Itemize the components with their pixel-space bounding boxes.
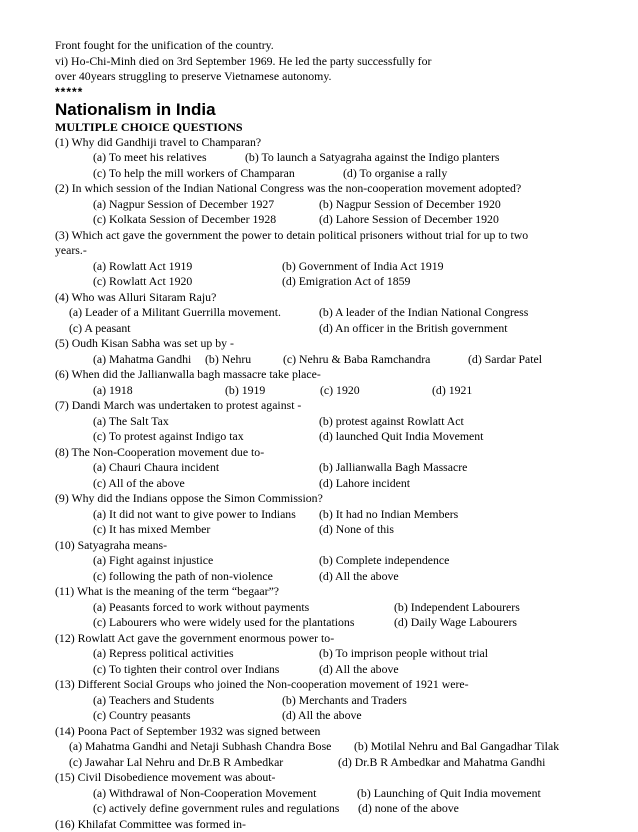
options-row	[55, 305, 615, 321]
page-title: Nationalism in India	[55, 99, 615, 120]
option-b: (b) Independent Labourers	[394, 600, 520, 616]
options-row	[55, 476, 615, 492]
option-c: (c) To protest against Indigo tax	[93, 429, 244, 445]
option-a: (a) Withdrawal of Non-Cooperation Movement	[93, 786, 316, 802]
option-d: (d) 1921	[432, 383, 472, 399]
option-c: (c) To tighten their control over Indians	[93, 662, 279, 678]
options-row	[55, 383, 615, 399]
question-11: (11) What is the meaning of the term “begaar”?	[55, 584, 615, 600]
option-a: (a) Nagpur Session of December 1927	[93, 197, 274, 213]
section-heading: MULTIPLE CHOICE QUESTIONS	[55, 120, 615, 135]
options-row	[55, 662, 615, 678]
option-b: (b) A leader of the Indian National Congress	[319, 305, 528, 321]
option-b: (b) It had no Indian Members	[319, 507, 458, 523]
option-d: (d) Lahore Session of December 1920	[319, 212, 499, 228]
option-c: (c) Labourers who were widely used for the plantations	[93, 615, 354, 631]
option-c: (c) All of the above	[93, 476, 185, 492]
option-d: (d) Lahore incident	[319, 476, 410, 492]
options-row	[55, 274, 615, 290]
question-7: (7) Dandi March was undertaken to protest against -	[55, 398, 615, 414]
option-b: (b) To imprison people without trial	[319, 646, 488, 662]
option-c: (c) Rowlatt Act 1920	[93, 274, 192, 290]
option-b: (b) Government of India Act 1919	[282, 259, 444, 275]
options-row	[55, 739, 615, 755]
option-b: (b) Merchants and Traders	[282, 693, 407, 709]
option-d: (d) An officer in the British government	[319, 321, 508, 337]
option-a: (a) Mahatma Gandhi	[93, 352, 191, 368]
option-d: (d) launched Quit India Movement	[319, 429, 483, 445]
option-a: (a) It did not want to give power to Indians	[93, 507, 296, 523]
options-row	[55, 197, 615, 213]
option-d: (d) None of this	[319, 522, 394, 538]
question-6: (6) When did the Jallianwalla bagh massacre take place-	[55, 367, 615, 383]
options-row	[55, 429, 615, 445]
option-a: (a) Rowlatt Act 1919	[93, 259, 192, 275]
options-row	[55, 352, 615, 368]
option-a: (a) Leader of a Militant Guerrilla movement.	[69, 305, 281, 321]
option-c: (c) Nehru & Baba Ramchandra	[283, 352, 430, 368]
question-8: (8) The Non-Cooperation movement due to-	[55, 445, 615, 461]
option-d: (d) Sardar Patel	[468, 352, 542, 368]
option-c: (c) actively define government rules and regulations	[93, 801, 339, 817]
options-row	[55, 460, 615, 476]
option-c: (c) Country peasants	[93, 708, 191, 724]
options-row	[55, 569, 615, 585]
option-c: (c) Kolkata Session of December 1928	[93, 212, 276, 228]
option-a: (a) Mahatma Gandhi and Netaji Subhash Chandra Bose	[69, 739, 331, 755]
question-13: (13) Different Social Groups who joined the Non-cooperation movement of 1921 were-	[55, 677, 615, 693]
option-a: (a) Peasants forced to work without payments	[93, 600, 309, 616]
option-b: (b) Launching of Quit India movement	[357, 786, 541, 802]
options-row	[55, 150, 615, 166]
options-row	[55, 615, 615, 631]
option-b: (b) Jallianwalla Bagh Massacre	[319, 460, 467, 476]
option-b: (b) Nagpur Session of December 1920	[319, 197, 501, 213]
options-row	[55, 646, 615, 662]
question-1: (1) Why did Gandhiji travel to Champaran?	[55, 135, 615, 151]
question-2: (2) In which session of the Indian National Congress was the non-cooperation movement adopted?	[55, 181, 615, 197]
options-row	[55, 522, 615, 538]
option-c: (c) It has mixed Member	[93, 522, 210, 538]
option-c: (c) To help the mill workers of Champaran	[93, 166, 295, 182]
question-15: (15) Civil Disobedience movement was about-	[55, 770, 615, 786]
option-b: (b) Motilal Nehru and Bal Gangadhar Tilak	[354, 739, 559, 755]
intro-line-2: vi) Ho-Chi-Minh died on 3rd September 1969. He led the party successfully for	[55, 54, 615, 70]
option-d: (d) All the above	[282, 708, 362, 724]
options-row	[55, 212, 615, 228]
option-a: (a) To meet his relatives	[93, 150, 207, 166]
options-row	[55, 414, 615, 430]
question-14: (14) Poona Pact of September 1932 was signed between	[55, 724, 615, 740]
option-b: (b) To launch a Satyagraha against the Indigo planters	[245, 150, 499, 166]
question-9: (9) Why did the Indians oppose the Simon Commission?	[55, 491, 615, 507]
option-d: (d) Emigration Act of 1859	[282, 274, 410, 290]
options-row	[55, 166, 615, 182]
options-row	[55, 259, 615, 275]
option-c: (c) following the path of non-violence	[93, 569, 273, 585]
question-12: (12) Rowlatt Act gave the government enormous power to-	[55, 631, 615, 647]
option-d: (d) none of the above	[358, 801, 459, 817]
question-5: (5) Oudh Kisan Sabha was set up by -	[55, 336, 615, 352]
document-page	[55, 38, 615, 832]
option-a: (a) 1918	[93, 383, 133, 399]
options-row	[55, 801, 615, 817]
options-row	[55, 553, 615, 569]
options-row	[55, 755, 615, 771]
question-4: (4) Who was Alluri Sitaram Raju?	[55, 290, 615, 306]
option-a: (a) The Salt Tax	[93, 414, 169, 430]
options-row	[55, 321, 615, 337]
option-c: (c) Jawahar Lal Nehru and Dr.B R Ambedkar	[69, 755, 283, 771]
question-10: (10) Satyagraha means-	[55, 538, 615, 554]
option-d: (d) Dr.B R Ambedkar and Mahatma Gandhi	[338, 755, 545, 771]
option-d: (d) All the above	[319, 662, 399, 678]
options-row	[55, 708, 615, 724]
question-3-cont: years.-	[55, 243, 615, 259]
question-3: (3) Which act gave the government the power to detain political prisoners without trial for up to two	[55, 228, 615, 244]
option-d: (d) To organise a rally	[343, 166, 447, 182]
option-b: (b) 1919	[225, 383, 265, 399]
option-a: (a) Teachers and Students	[93, 693, 214, 709]
section-separator: *****	[55, 85, 615, 99]
option-b: (b) Nehru	[205, 352, 251, 368]
option-b: (b) Complete independence	[319, 553, 449, 569]
option-a: (a) Chauri Chaura incident	[93, 460, 219, 476]
intro-line-1: Front fought for the unification of the country.	[55, 38, 615, 54]
option-d: (d) Daily Wage Labourers	[394, 615, 517, 631]
intro-line-3: over 40years struggling to preserve Vietnamese autonomy.	[55, 69, 615, 85]
options-row	[55, 600, 615, 616]
question-16: (16) Khilafat Committee was formed in-	[55, 817, 615, 832]
options-row	[55, 786, 615, 802]
option-c: (c) 1920	[320, 383, 360, 399]
options-row	[55, 507, 615, 523]
option-a: (a) Repress political activities	[93, 646, 234, 662]
option-d: (d) All the above	[319, 569, 399, 585]
option-a: (a) Fight against injustice	[93, 553, 213, 569]
options-row	[55, 693, 615, 709]
option-c: (c) A peasant	[69, 321, 131, 337]
option-b: (b) protest against Rowlatt Act	[319, 414, 464, 430]
